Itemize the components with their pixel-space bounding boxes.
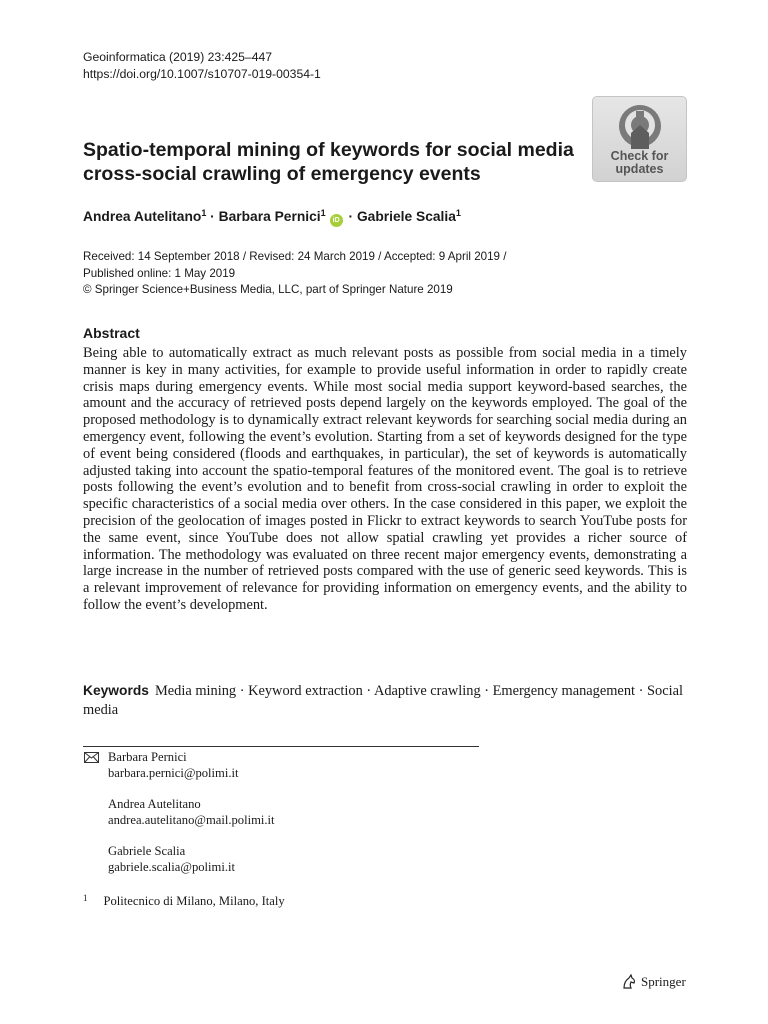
contact-name: Barbara Pernici xyxy=(108,750,187,764)
check-updates-line1: Check for xyxy=(610,149,669,163)
contact-email[interactable]: gabriele.scalia@polimi.it xyxy=(108,859,236,874)
affiliation-footnote xyxy=(83,893,285,909)
author-name[interactable]: Andrea Autelitano xyxy=(83,209,202,224)
doi-link[interactable]: https://doi.org/10.1007/s10707-019-00354-1 xyxy=(83,67,321,81)
envelope-icon xyxy=(84,752,99,763)
keywords-label: Keywords xyxy=(83,683,149,698)
author-separator: · xyxy=(348,209,354,224)
contact-name: Gabriele Scalia xyxy=(108,844,186,858)
check-for-updates-badge[interactable] xyxy=(592,96,687,182)
contact-email[interactable]: andrea.autelitano@mail.polimi.it xyxy=(108,812,275,827)
paper-title: Spatio-temporal mining of keywords for social media cross-social crawling of emergency events xyxy=(83,139,574,185)
springer-horse-icon xyxy=(621,974,637,990)
author-list xyxy=(83,208,461,227)
dates-received-line: Received: 14 September 2018 / Revised: 24 March 2019 / Accepted: 9 April 2019 / xyxy=(83,250,507,263)
publisher-name: Springer xyxy=(641,974,686,989)
keywords-section xyxy=(83,681,687,720)
orcid-icon[interactable]: iD xyxy=(330,214,343,227)
author-affiliation-mark: 1 xyxy=(455,208,461,218)
affiliation-text: Politecnico di Milano, Milano, Italy xyxy=(103,894,285,908)
journal-meta xyxy=(83,49,321,83)
check-updates-icon xyxy=(617,103,663,149)
abstract-text: Being able to automatically extract as much relevant posts as possible from social media in a timely manner is key in many activities, for example to provide useful information in order to rapidly create crisis maps during emergency events. While most social media support keyword-based searches, the amount and the accuracy of retrieved posts depend largely on the keywords employed. The goal of the proposed methodology is to dynamically extract relevant keywords for searching social media during an emergency event, following the event’s evolution. Starting from a set of keywords designed for the type of event being considered (floods and earthquakes, in particular), the set of keywords is automatically adjusted taking into account the spatio-temporal features of the monitored event. The goal is to retrieve posts following the event’s evolution and to benefit from cross-social crawling in order to exploit the specific characteristics of a social media over others. In the case considered in this paper, we exploit the precision of the geolocation of images posted in Flickr to extract keywords to search YouTube posts for the same event, since YouTube does not allow spatial crawling yet provides a richer source of information. The methodology was evaluated on three recent major emergency events, demonstrating a large increase in the number of retrieved posts compared with the use of generic seed keywords. This is a relevant improvement of relevance for providing information on emergency events, and the ability to follow the event’s development. xyxy=(83,345,687,613)
author-affiliation-mark: 1 xyxy=(320,208,326,218)
dates-published-line: Published online: 1 May 2019 xyxy=(83,266,236,280)
contact-email[interactable]: barbara.pernici@polimi.it xyxy=(108,765,239,780)
affiliation-number: 1 xyxy=(83,893,88,903)
author-name[interactable]: Gabriele Scalia xyxy=(356,209,456,224)
publication-dates xyxy=(83,249,643,299)
contact-entry xyxy=(108,797,275,828)
footnote-divider xyxy=(83,746,479,747)
contact-entry xyxy=(108,750,275,781)
journal-citation: Geoinformatica (2019) 23:425–447 xyxy=(83,50,273,64)
contact-entry xyxy=(108,844,275,875)
publisher-logo xyxy=(621,974,686,990)
keywords-list: Media mining · Keyword extraction · Adaptive crawling · Emergency management · Social media xyxy=(83,683,683,718)
abstract-heading: Abstract xyxy=(83,325,140,341)
copyright-line: © Springer Science+Business Media, LLC, part of Springer Nature 2019 xyxy=(83,283,453,296)
author-separator: · xyxy=(210,209,215,224)
contact-name: Andrea Autelitano xyxy=(108,797,201,811)
contact-list xyxy=(108,750,275,891)
check-updates-line2: updates xyxy=(615,162,664,176)
author-name[interactable]: Barbara Pernici xyxy=(218,209,321,224)
author-affiliation-mark: 1 xyxy=(201,208,207,218)
